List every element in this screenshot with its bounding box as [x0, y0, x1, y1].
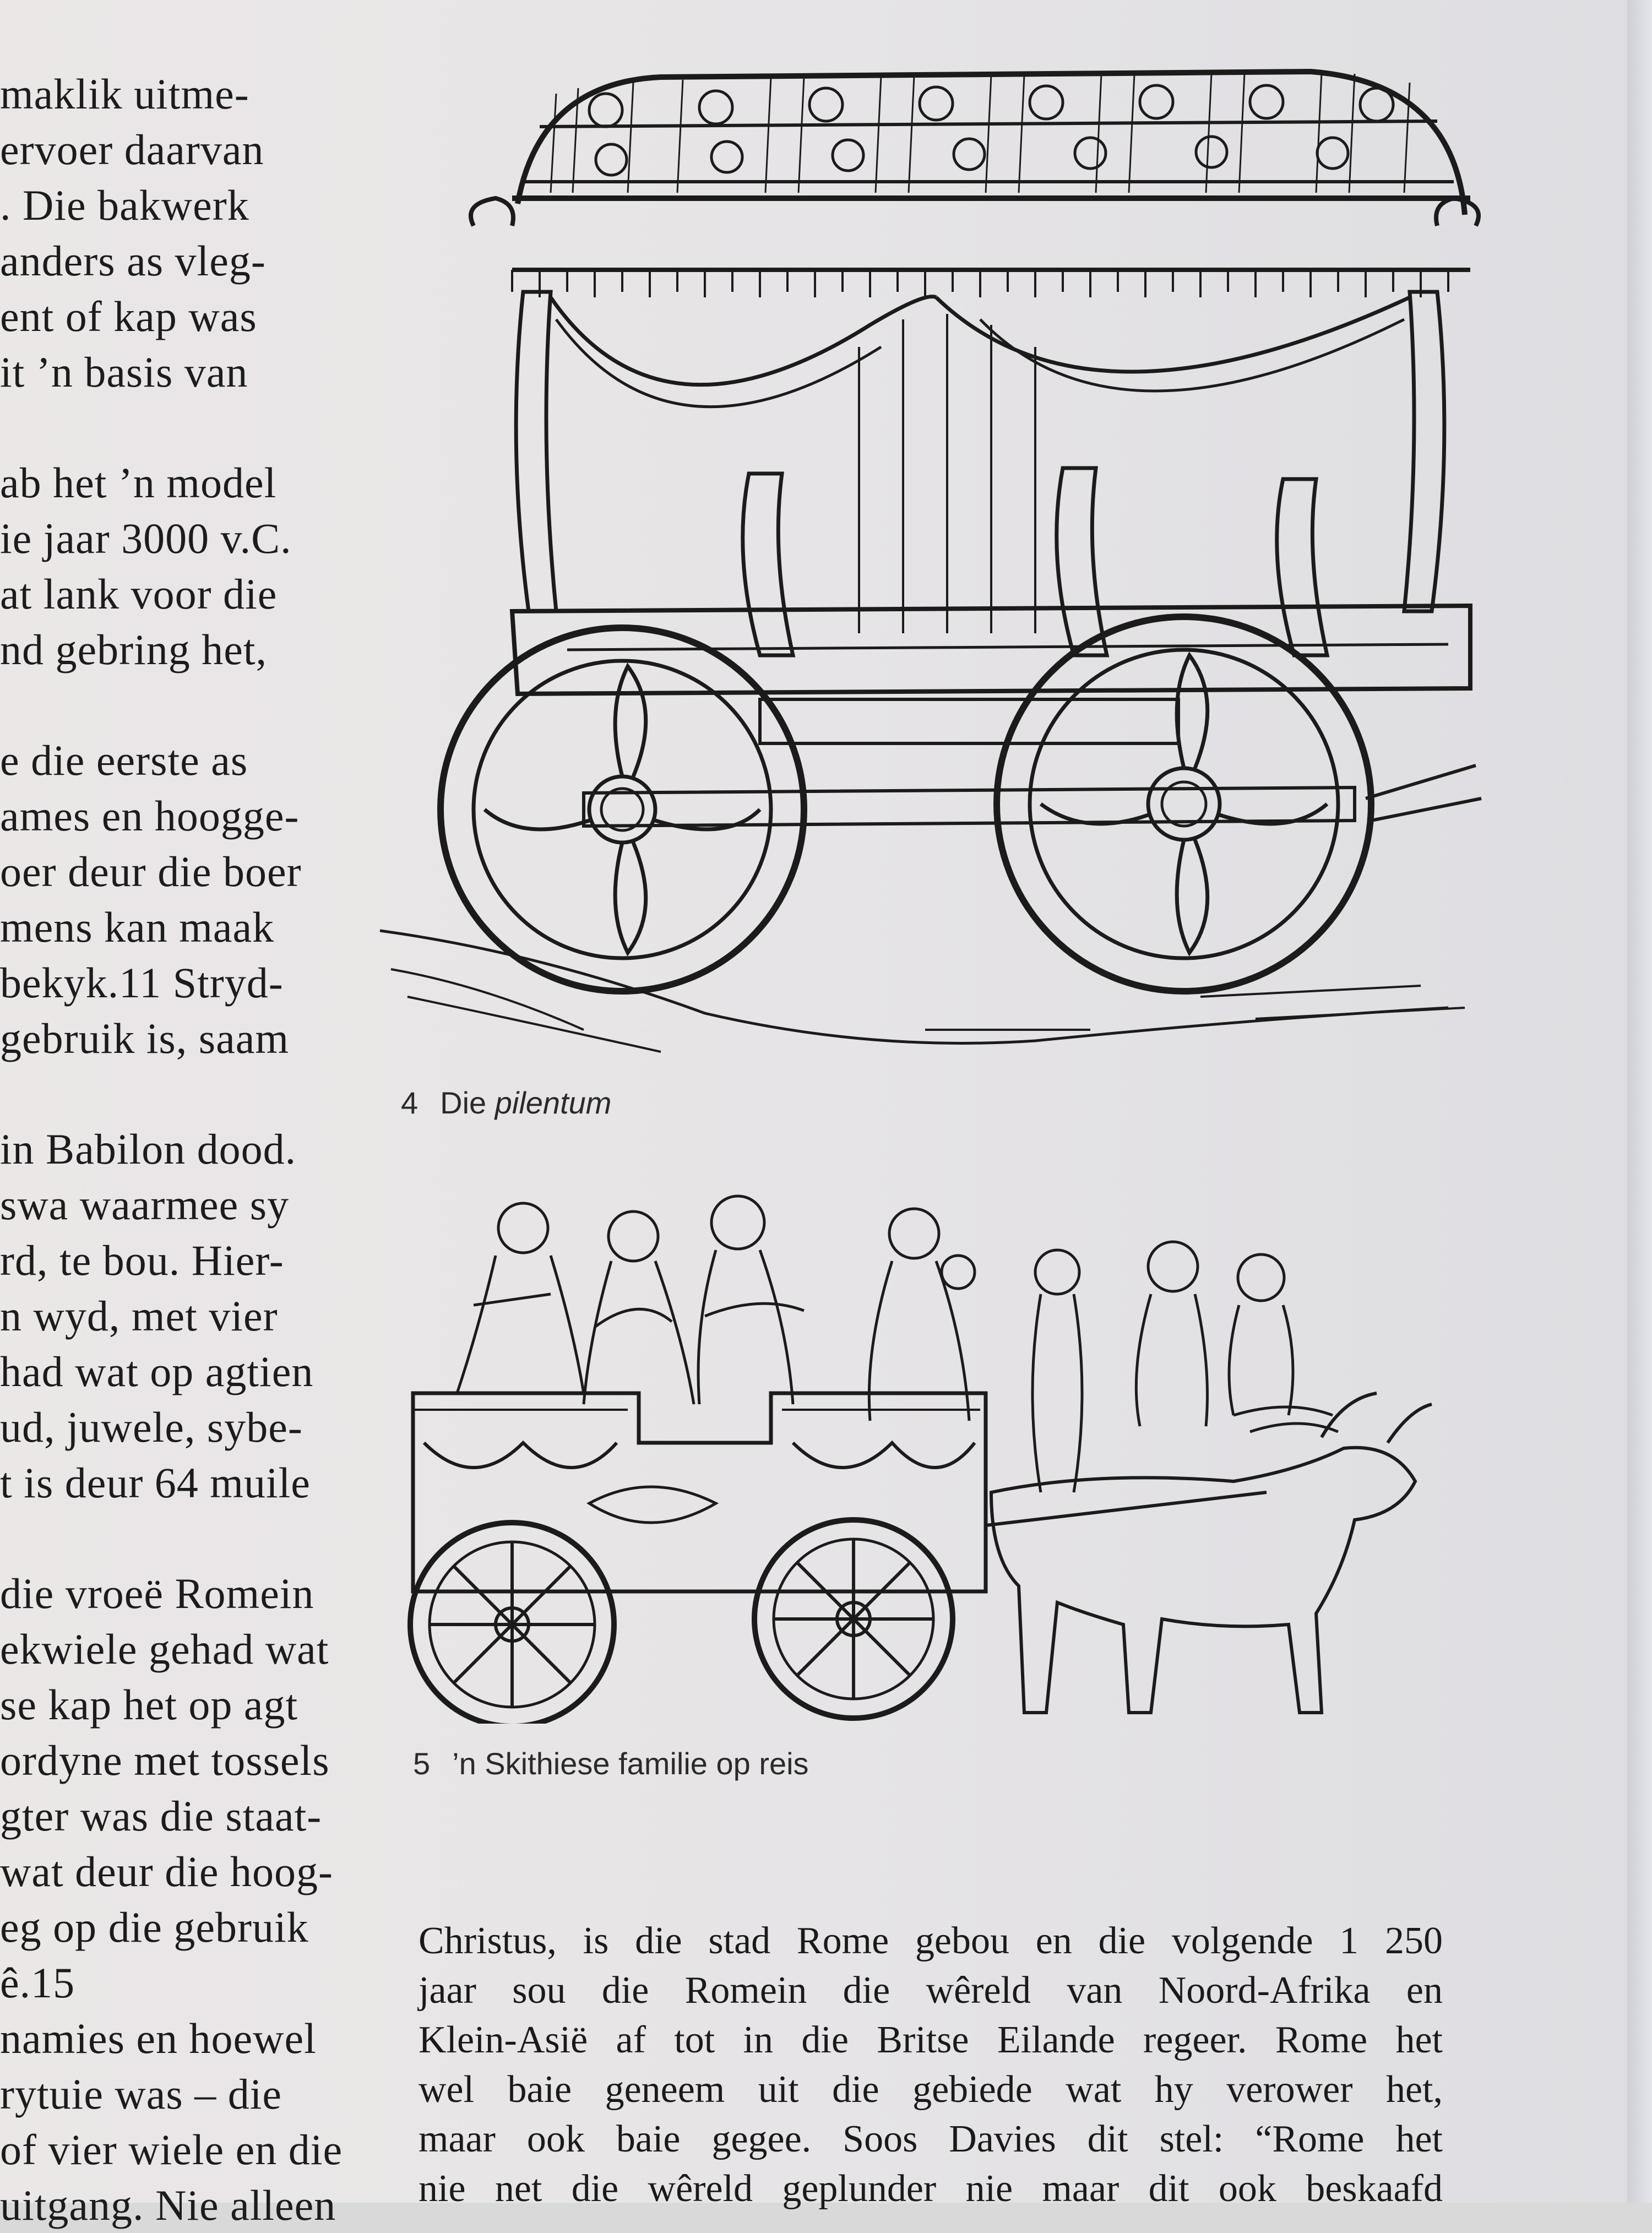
caption-text: Die: [440, 1085, 495, 1120]
text-line: maklik uitme-: [0, 70, 249, 118]
text-line: nie net die wêreld geplunder nie maar dit ook beskaafd: [419, 2167, 1443, 2210]
text-line: Christus, is die stad Rome gebou en die volgende 1 250: [419, 1920, 1443, 1962]
text-line: oer deur die boer: [0, 847, 302, 895]
text-line: ud, juwele, sybe-: [0, 1403, 303, 1451]
text-line: rd, te bou. Hier-: [0, 1236, 284, 1284]
text-line: gter was die staat-: [0, 1792, 322, 1840]
text-line: swa waarmee sy: [0, 1181, 290, 1229]
figure-number: 4: [401, 1085, 419, 1120]
text-line: se kap het op agt: [0, 1681, 298, 1729]
text-line: ervoer daarvan: [0, 126, 264, 173]
text-line: ordyne met tossels: [0, 1736, 330, 1784]
body-text-bottom: [419, 1916, 1443, 2214]
text-line: namies en hoewel: [0, 2014, 317, 2062]
scythian-family-illustration: [407, 1184, 1454, 1724]
figure-scythian-family: [407, 1184, 1454, 1724]
text-line: anders as vleg-: [0, 237, 266, 285]
text-line: it ’n basis van: [0, 348, 248, 396]
text-line: ie jaar 3000 v.C.: [0, 514, 292, 562]
text-line: ames en hoogge-: [0, 792, 300, 840]
text-line: had wat op agtien: [0, 1348, 314, 1395]
text-line: eg op die gebruik: [0, 1903, 309, 1951]
text-line: ab het ’n model: [0, 459, 277, 507]
figure-5-caption: [413, 1746, 809, 1781]
figure-number: 5: [413, 1746, 431, 1781]
page-edge: [1627, 0, 1652, 2203]
text-line: . Die bakwerk: [0, 181, 249, 229]
text-line: Klein-Asië af tot in die Britse Eilande regeer. Rome het: [419, 2019, 1443, 2061]
text-line: n wyd, met vier: [0, 1292, 278, 1340]
text-line: ê.15: [0, 1959, 75, 2007]
text-line: ent of kap was: [0, 292, 257, 340]
pilentum-illustration: [374, 61, 1498, 1068]
text-line: mens kan maak: [0, 903, 275, 951]
text-line: [0, 1066, 330, 1121]
text-line: [0, 1511, 330, 1566]
caption-text: ’n Skithiese familie op reis: [452, 1746, 809, 1781]
text-line: uitgang. Nie alleen: [0, 2181, 336, 2229]
text-line: e die eerste as: [0, 736, 248, 784]
text-line: wel baie geneem uit die gebiede wat hy verower het,: [419, 2068, 1443, 2111]
text-line: t is deur 64 muile: [0, 1459, 311, 1507]
text-line: in Babilon dood.: [0, 1125, 297, 1173]
text-line: [0, 400, 330, 455]
text-line: gebruik is, saam: [0, 1014, 290, 1062]
left-text-column: [0, 66, 343, 2229]
text-line: jaar sou die Romein die wêreld van Noord-Afrika en: [419, 1969, 1443, 2012]
text-line: of vier wiele en die: [0, 2126, 343, 2174]
caption-italic-text: pilentum: [494, 1085, 612, 1120]
text-line: wat deur die hoog-: [0, 1848, 333, 1895]
figure-pilentum: [374, 61, 1498, 1068]
figure-4-caption: [401, 1085, 611, 1121]
text-line: nd gebring het,: [0, 626, 268, 673]
text-line: [0, 677, 330, 732]
text-line: ekwiele gehad wat: [0, 1625, 329, 1673]
text-line: rytuie was – die: [0, 2070, 282, 2118]
text-line: bekyk.11 Stryd-: [0, 959, 284, 1007]
text-line: die vroeë Romein: [0, 1569, 314, 1617]
text-line: maar ook baie gegee. Soos Davies dit stel: “Rome het: [419, 2118, 1443, 2160]
text-line: at lank voor die: [0, 570, 278, 618]
